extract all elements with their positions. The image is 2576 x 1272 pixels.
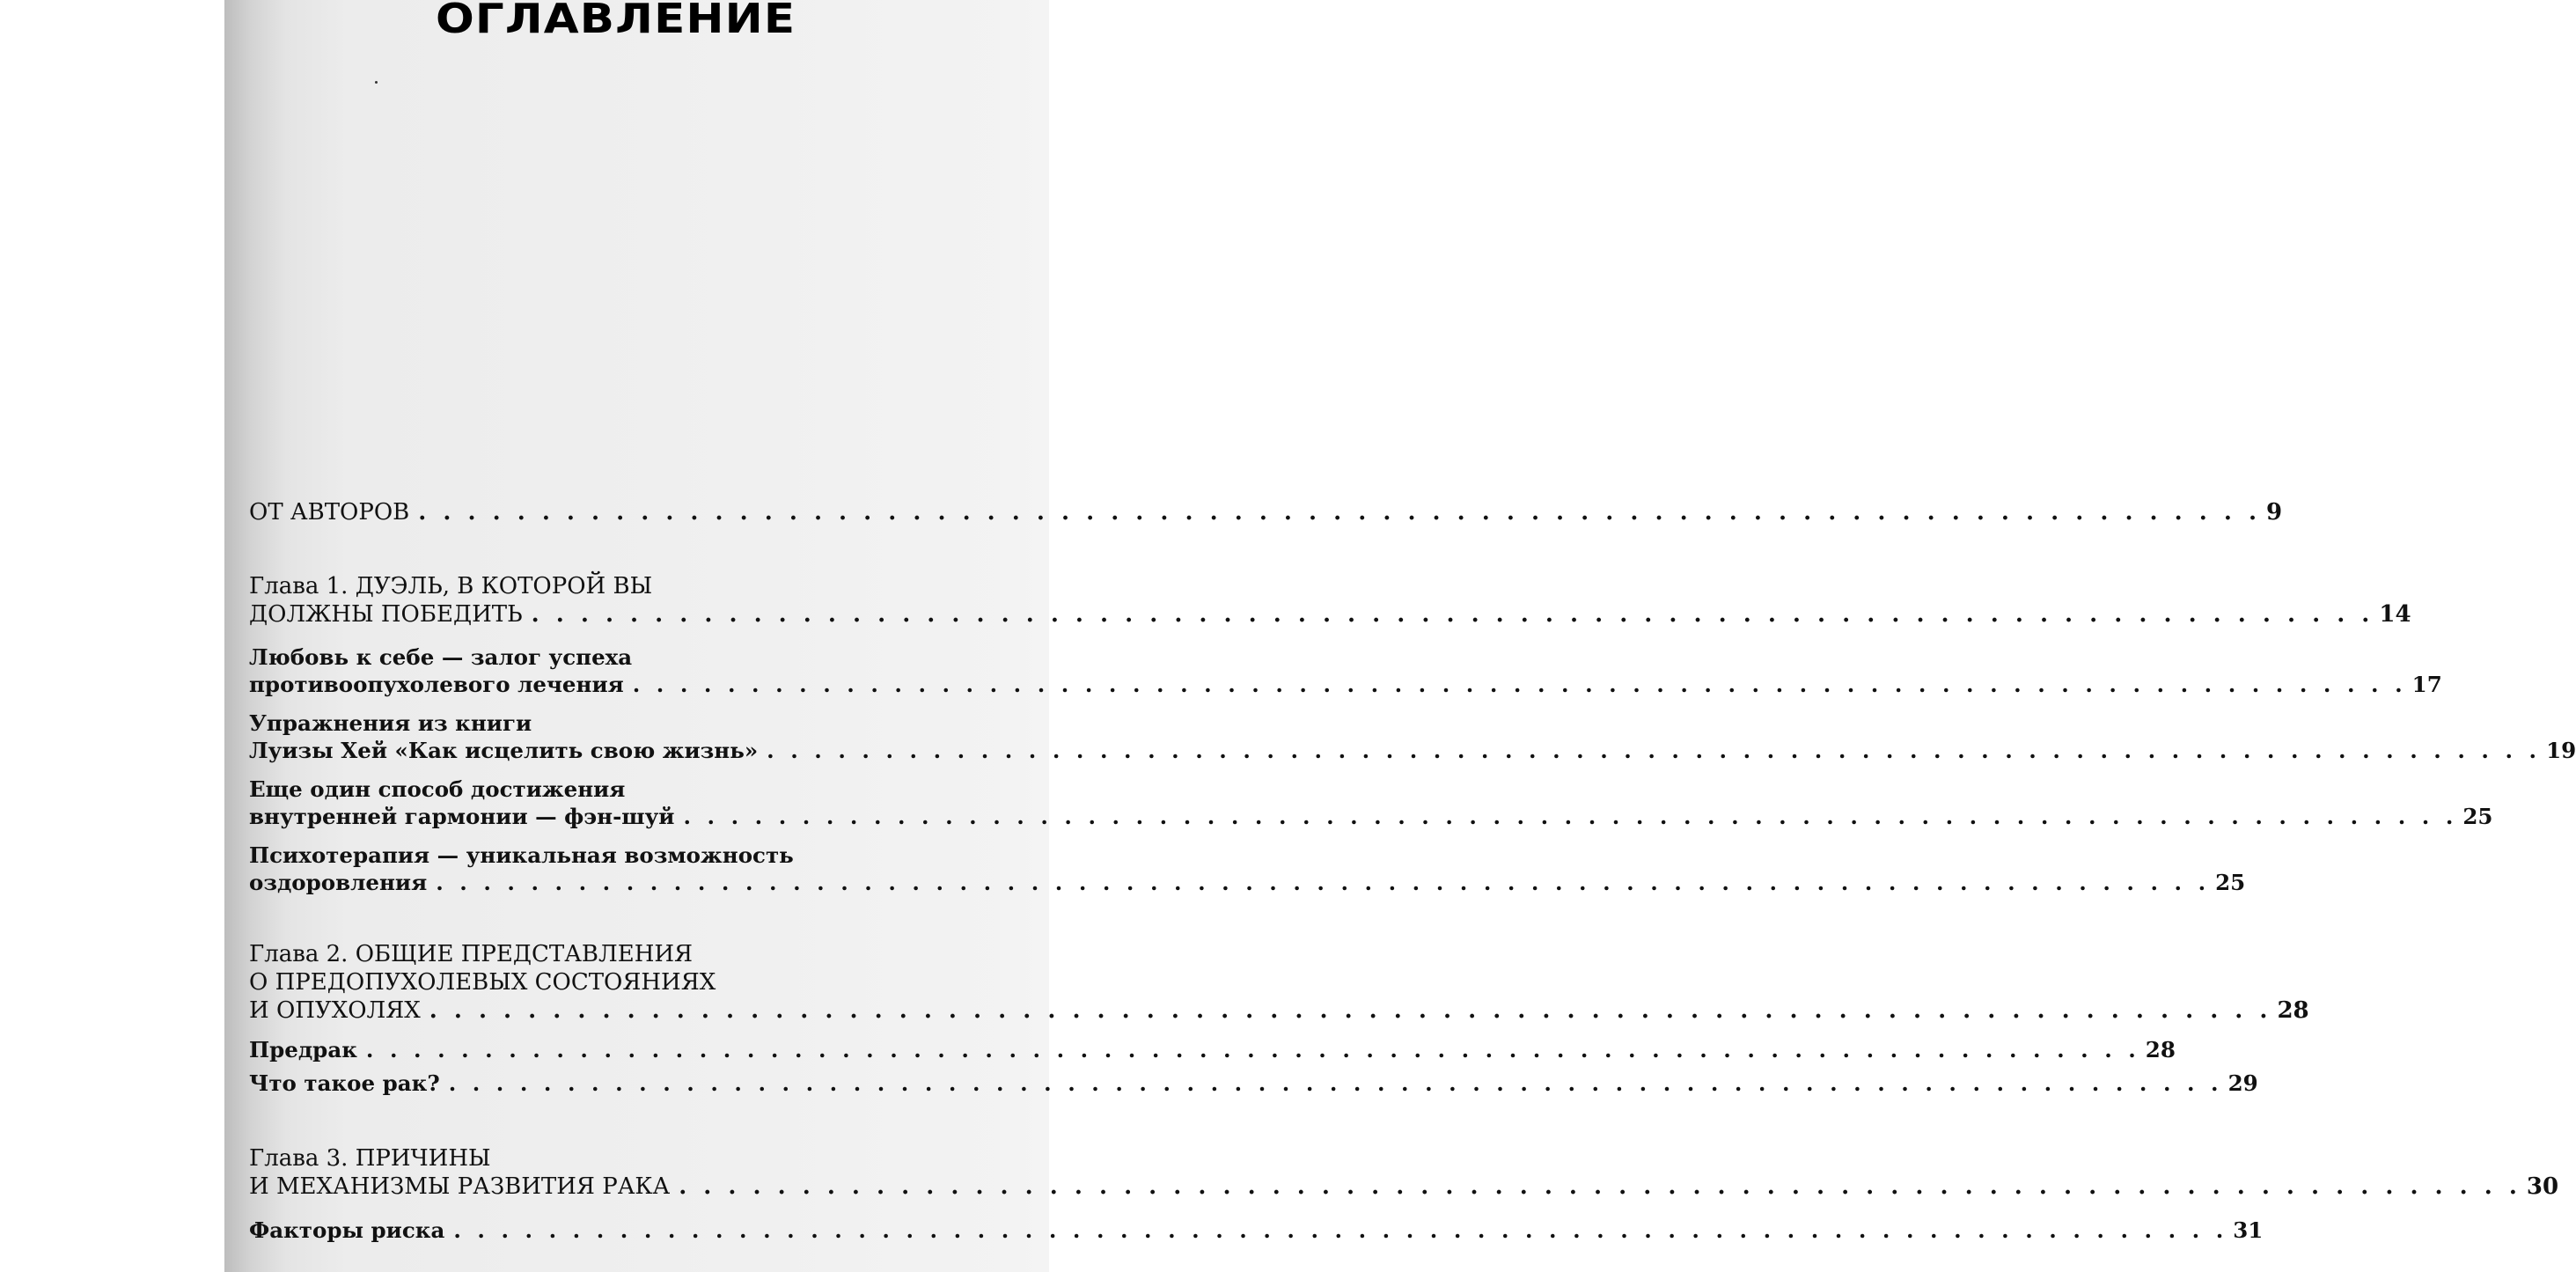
- print-speck: [375, 81, 378, 84]
- toc-entry-title: Упражнения из книги: [249, 710, 532, 736]
- toc-entry-title: Глава 1. ДУЭЛЬ, В КОТОРОЙ ВЫ: [249, 573, 653, 599]
- toc-entry-chapter-3[interactable]: [249, 1144, 2559, 1201]
- toc-entry-psychotherapy[interactable]: [249, 842, 2246, 896]
- toc-entry-chapter-2[interactable]: [249, 940, 2309, 1025]
- toc-page-number: 28: [2277, 997, 2309, 1024]
- dot-leader: . . . . . . . . . . . . . . . . . . . . . . . . . . . . . . . . . . . . . . . . . . . . . . . . . . . . . . . . . . . . . . . . . . . . . . . . . . .: [429, 997, 2272, 1024]
- dot-leader: . . . . . . . . . . . . . . . . . . . . . . . . . . . . . . . . . . . . . . . . . . . . . . . . . . . . . . . . . . . . . . . . . . . . . . . . . . .: [418, 499, 2262, 526]
- toc-entry-title: оздоровления: [249, 870, 428, 895]
- toc-entry-title: Психотерапия — уникальная возможность: [249, 842, 794, 868]
- dot-leader: . . . . . . . . . . . . . . . . . . . . . . . . . . . . . . . . . . . . . . . . . . . . . . . . . . . . . . . . . . . . . . . . . . . . . . . . . . .: [679, 1173, 2521, 1200]
- toc-entry-title: ДОЛЖНЫ ПОБЕДИТЬ: [249, 601, 523, 628]
- book-page: [224, 0, 2576, 1272]
- dot-leader: . . . . . . . . . . . . . . . . . . . . . . . . . . . . . . . . . . . . . . . . . . . . . . . . . . . . . . . . . . . . . . . . . . . . . . . . . . .: [632, 672, 2407, 697]
- toc-entry-title: И МЕХАНИЗМЫ РАЗВИТИЯ РАКА: [249, 1173, 671, 1200]
- toc-entry-louise-hay[interactable]: [249, 710, 2576, 764]
- toc-entry-self-love[interactable]: [249, 643, 2442, 698]
- toc-entry-chapter-1[interactable]: [249, 572, 2411, 629]
- toc-page-number: 29: [2227, 1070, 2258, 1096]
- toc-entry-title: Луизы Хей «Как исцелить свою жизнь»: [249, 738, 759, 763]
- toc-entry-title: ОТ АВТОРОВ: [249, 499, 410, 526]
- toc-entry-title: О ПРЕДОПУХОЛЕВЫХ СОСТОЯНИЯХ: [249, 969, 716, 996]
- toc-entry-title: И ОПУХОЛЯХ: [249, 997, 421, 1024]
- dot-leader: . . . . . . . . . . . . . . . . . . . . . . . . . . . . . . . . . . . . . . . . . . . . . . . . . . . . . . . . . . . . . . . . . . . . . . . . . . .: [448, 1070, 2223, 1096]
- dot-leader: . . . . . . . . . . . . . . . . . . . . . . . . . . . . . . . . . . . . . . . . . . . . . . . . . . . . . . . . . . . . . . . . . . . . . . . . . . .: [767, 738, 2542, 763]
- toc-entry-title: Глава 2. ОБЩИЕ ПРЕДСТАВЛЕНИЯ: [249, 941, 694, 967]
- toc-entry-risk-factors[interactable]: [249, 1217, 2264, 1244]
- toc-page-number: 28: [2145, 1037, 2176, 1062]
- toc-entry-title: противоопухолевого лечения: [249, 672, 624, 697]
- dot-leader: . . . . . . . . . . . . . . . . . . . . . . . . . . . . . . . . . . . . . . . . . . . . . . . . . . . . . . . . . . . . . . . . . . . . . . . . . . .: [531, 601, 2374, 628]
- toc-entry-title: Предрак: [249, 1037, 357, 1062]
- toc-page-number: 31: [2233, 1217, 2264, 1243]
- toc-entry-feng-shui[interactable]: [249, 776, 2493, 830]
- toc-entry-what-is-cancer[interactable]: [249, 1070, 2258, 1097]
- dot-leader: . . . . . . . . . . . . . . . . . . . . . . . . . . . . . . . . . . . . . . . . . . . . . . . . . . . . . . . . . . . . . . . . . . . . . . . . . . .: [453, 1217, 2228, 1243]
- toc-entry-title: Что такое рак?: [249, 1070, 440, 1096]
- toc-page-number: 14: [2379, 601, 2411, 628]
- toc-entry-from-authors[interactable]: [249, 498, 2283, 526]
- toc-entry-precancer[interactable]: [249, 1036, 2176, 1063]
- toc-page-number: 25: [2462, 804, 2493, 829]
- toc-entry-title: внутренней гармонии — фэн-шуй: [249, 804, 675, 829]
- page-title: ОГЛАВЛЕНИЕ: [436, 0, 796, 42]
- toc-entry-title: Глава 3. ПРИЧИНЫ: [249, 1145, 491, 1172]
- toc-entry-title: Факторы риска: [249, 1217, 445, 1243]
- dot-leader: . . . . . . . . . . . . . . . . . . . . . . . . . . . . . . . . . . . . . . . . . . . . . . . . . . . . . . . . . . . . . . . . . . . . . . . . . . .: [436, 870, 2211, 895]
- toc-page-number: 17: [2411, 672, 2442, 697]
- dot-leader: . . . . . . . . . . . . . . . . . . . . . . . . . . . . . . . . . . . . . . . . . . . . . . . . . . . . . . . . . . . . . . . . . . . . . . . . . . .: [683, 804, 2458, 829]
- toc-page-number: 19: [2546, 738, 2576, 763]
- toc-entry-title: Любовь к себе — залог успеха: [249, 644, 633, 670]
- toc-page-number: 25: [2215, 870, 2246, 895]
- toc-page-number: 30: [2526, 1173, 2559, 1200]
- toc-page-number: 9: [2266, 499, 2283, 526]
- dot-leader: . . . . . . . . . . . . . . . . . . . . . . . . . . . . . . . . . . . . . . . . . . . . . . . . . . . . . . . . . . . . . . . . . . . . . . . . . . .: [365, 1037, 2140, 1062]
- toc-entry-title: Еще один способ достижения: [249, 776, 626, 802]
